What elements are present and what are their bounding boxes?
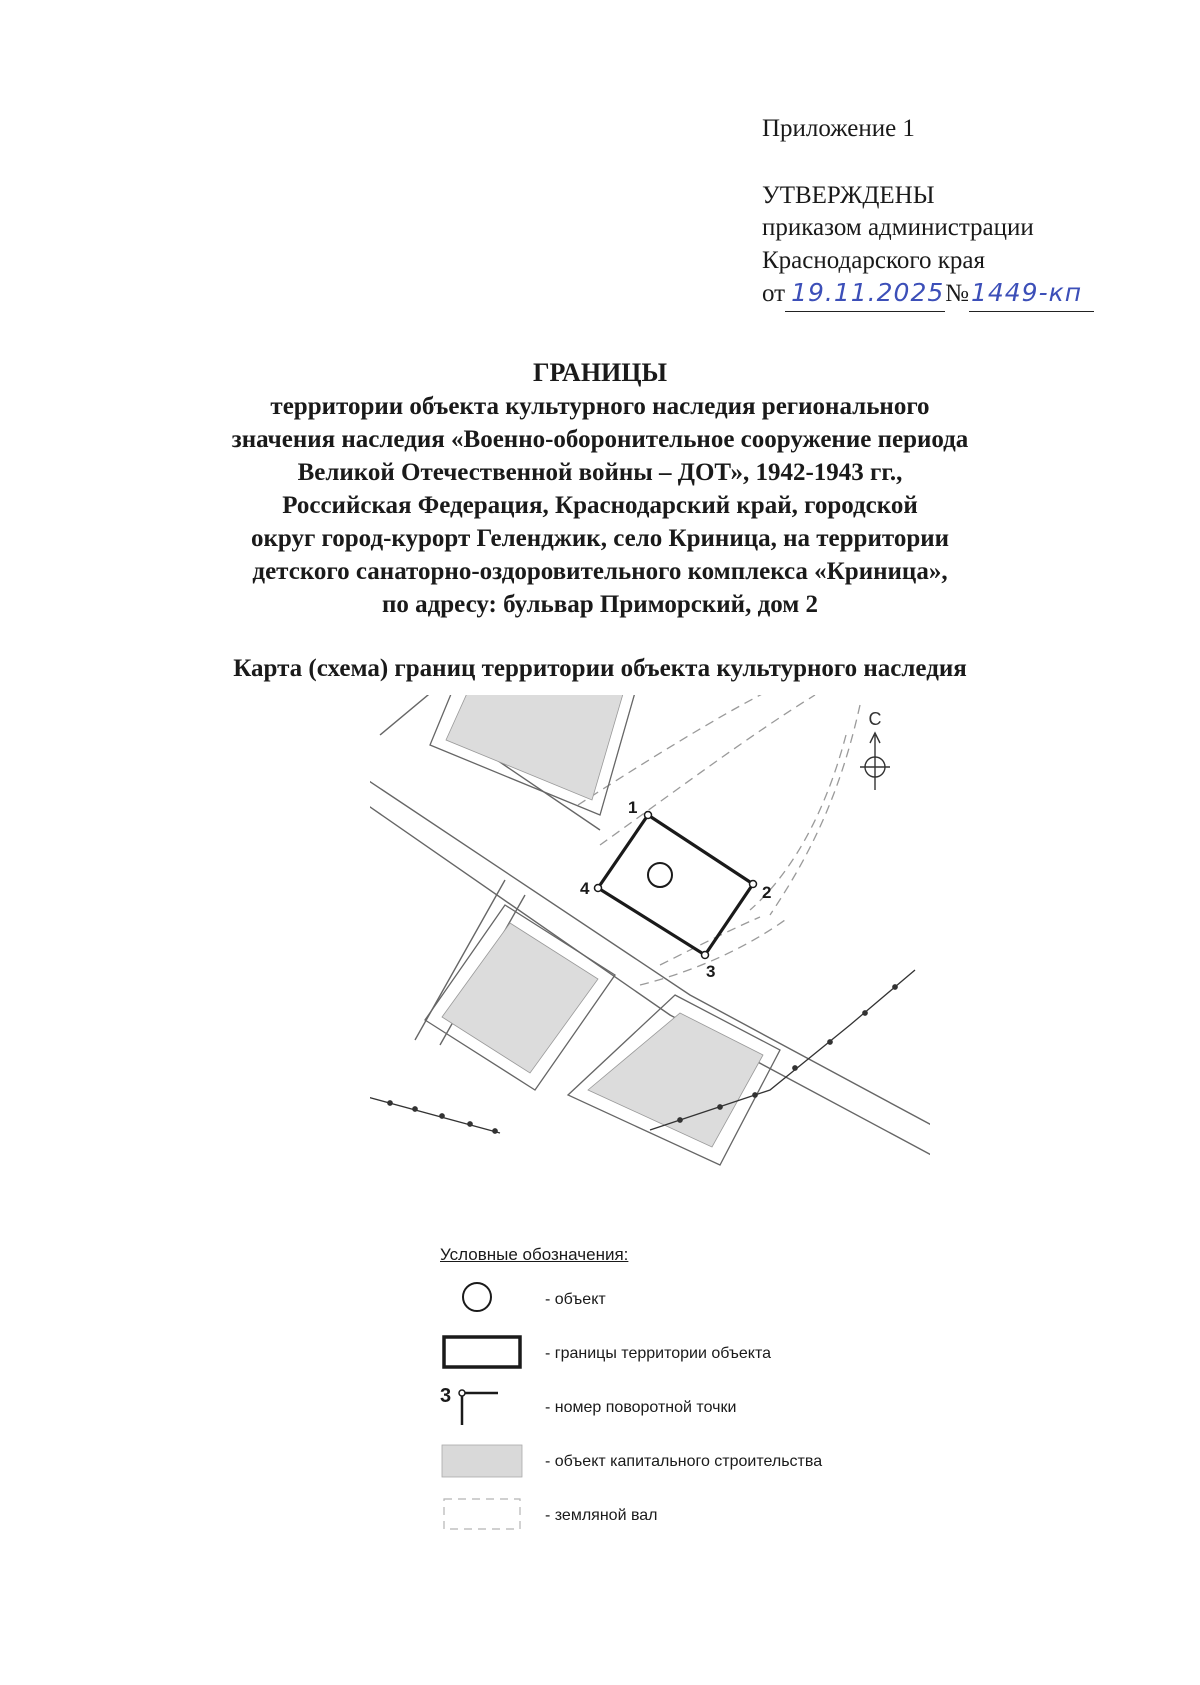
north-arrow-icon <box>860 733 890 790</box>
title-line: значения наследия «Военно-оборонительное сооружение периода <box>231 426 969 453</box>
turning-point-symbol: 3 <box>440 1385 452 1407</box>
turning-point-marker <box>750 881 757 888</box>
point-label-1: 1 <box>628 798 638 817</box>
legend-label: - объект капитального строительства <box>545 1453 823 1470</box>
handwritten-number: 1449-кп <box>970 278 1083 307</box>
title-line: по адресу: бульвар Приморский, дом 2 <box>381 591 819 618</box>
turning-point-marker <box>645 812 652 819</box>
title-line: детского санаторно-оздоровительного комплекса «Криница», <box>252 558 948 585</box>
legend-label: - земляной вал <box>545 1507 658 1524</box>
map-subtitle: Карта (схема) границ территории объекта культурного наследия <box>233 655 967 682</box>
number-field <box>969 277 1094 312</box>
legend-title: Условные обозначения: <box>440 1245 629 1264</box>
title-line: Великой Отечественной войны – ДОТ», 1942-1943 гг., <box>297 459 903 486</box>
legend-item-turning-point <box>440 1385 920 1439</box>
turning-point-icon <box>440 1385 530 1431</box>
approval-line-2: Краснодарского края <box>762 246 985 274</box>
legend-label: - номер поворотной точки <box>545 1399 737 1416</box>
document-title <box>0 356 1200 685</box>
heritage-object-icon <box>648 863 672 887</box>
title-line: Российская Федерация, Краснодарский край, городской <box>282 492 918 519</box>
approval-line-1: приказом администрации <box>762 214 1034 241</box>
legend-label: - границы территории объекта <box>545 1345 771 1362</box>
approval-block <box>762 113 1094 312</box>
boundary-map <box>370 695 930 1215</box>
turning-point-marker <box>595 885 602 892</box>
point-label-2: 2 <box>762 883 772 902</box>
object-boundary <box>598 815 753 955</box>
legend-item-building <box>440 1439 920 1493</box>
building-icon <box>440 1439 530 1485</box>
map-legend <box>440 1245 920 1547</box>
earth-rampart <box>578 695 860 985</box>
buildings <box>425 695 780 1165</box>
building-top <box>430 695 640 815</box>
circle-icon <box>440 1277 530 1323</box>
date-prefix: от <box>762 280 786 307</box>
legend-label: - объект <box>545 1291 606 1308</box>
handwritten-date: 19.11.2025 <box>791 278 945 307</box>
earth-rampart-icon <box>440 1493 530 1539</box>
title-line: округ город-курорт Геленджик, село Криница, на территории <box>250 525 950 552</box>
turning-point-marker <box>702 952 709 959</box>
boundary-rect-icon <box>440 1331 530 1377</box>
number-prefix: № <box>945 280 969 307</box>
title-line: территории объекта культурного наследия регионального <box>270 393 930 420</box>
legend-item-earth-rampart <box>440 1493 920 1547</box>
title-heading: ГРАНИЦЫ <box>532 358 668 387</box>
approval-date-row <box>762 277 1094 312</box>
approved-label: УТВЕРЖДЕНЫ <box>762 181 935 209</box>
appendix-label: Приложение 1 <box>762 115 915 142</box>
point-label-4: 4 <box>580 879 590 898</box>
north-label: С <box>868 709 882 729</box>
legend-item-boundary <box>440 1331 920 1385</box>
point-label-3: 3 <box>706 962 716 981</box>
date-field <box>785 277 945 312</box>
legend-item-object <box>440 1277 920 1331</box>
building-right <box>568 995 780 1165</box>
building-left <box>425 905 615 1090</box>
